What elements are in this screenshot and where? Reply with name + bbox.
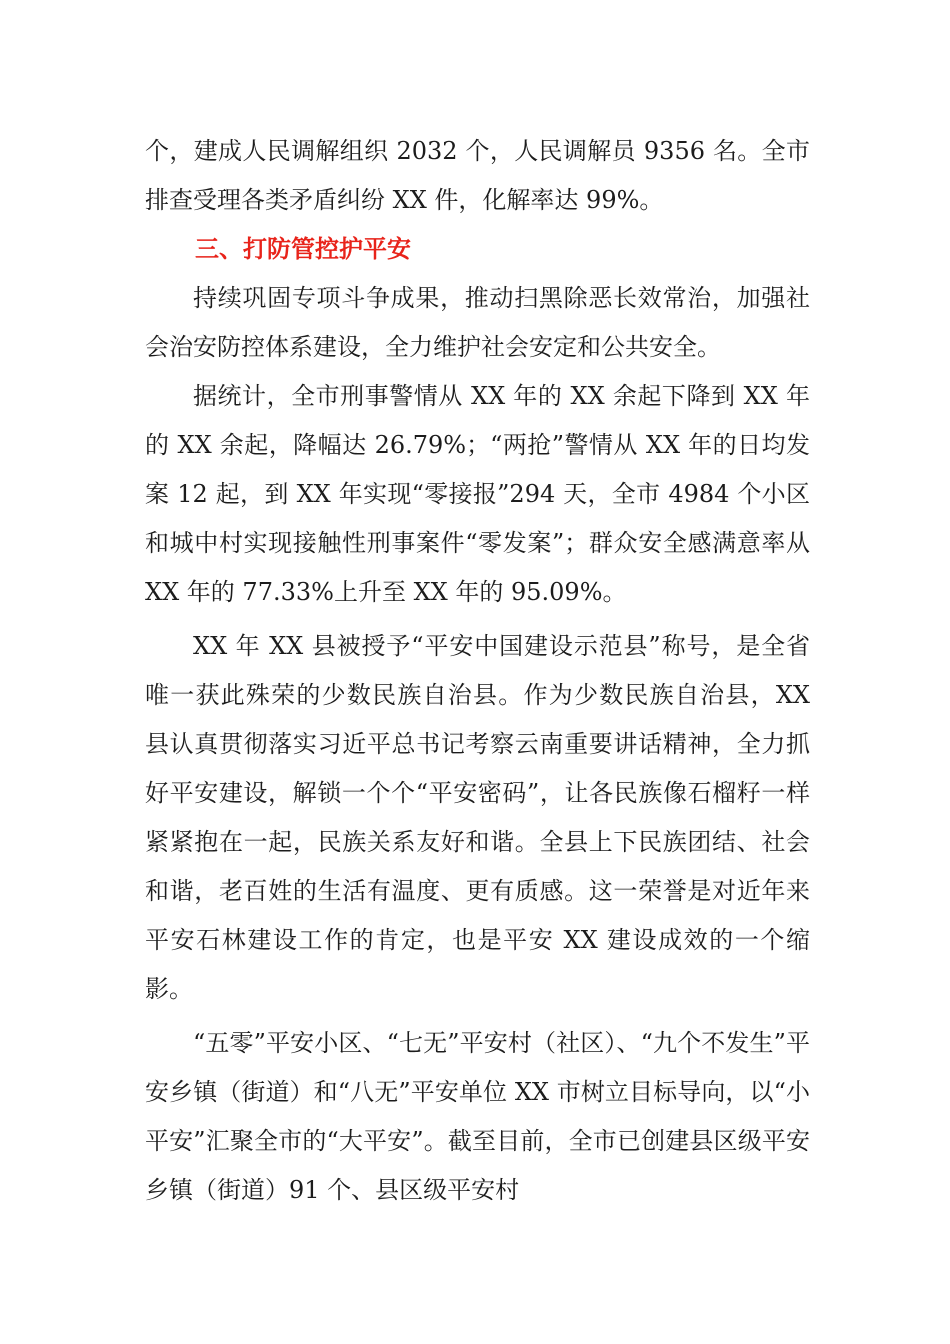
paragraph-statistics: 据统计，全市刑事警情从 XX 年的 XX 余起下降到 XX 年的 XX 余起，降幅达 26.79%；“两抢”警情从 XX 年的日均发案 12 起，到 XX 年实现“零接报”294 天，全市 4984 个小区和城中村实现接触性刑事案件“零发案”；群众安全感满意率从 XX 年的 77.33%上升至 XX 年的 95.09%。	[145, 382, 810, 606]
paragraph-safety-units: “五零”平安小区、“七无”平安村（社区）、“九个不发生”平安乡镇（街道）和“八无”平安单位 XX 市树立目标导向，以“小平安”汇聚全市的“大平安”。截至目前，全市已创建县区级平安乡镇（街道）91 个、县区级平安村	[145, 1029, 810, 1204]
section-heading: 三、打防管控护平安	[195, 235, 411, 263]
paragraph-intro: 持续巩固专项斗争成果，推动扫黑除恶长效常治，加强社会治安防控体系建设，全力维护社会安定和公共安全。	[145, 284, 810, 361]
paragraph-county-award: XX 年 XX 县被授予“平安中国建设示范县”称号，是全省唯一获此殊荣的少数民族自治县。作为少数民族自治县，XX 县认真贯彻落实习近平总书记考察云南重要讲话精神，全力抓好平安建设，解锁一个个“平安密码”，让各民族像石榴籽一样紧紧抱在一起，民族关系友好和谐。全县上下民族团结、社会和谐，老百姓的生活有温度、更有质感。这一荣誉是对近年来平安石林建设工作的肯定，也是平安 XX 建设成效的一个缩影。	[145, 632, 810, 1003]
document-page	[145, 127, 810, 1215]
paragraph-continued: 个，建成人民调解组织 2032 个，人民调解员 9356 名。全市排查受理各类矛盾纠纷 XX 件，化解率达 99%。	[145, 137, 810, 214]
